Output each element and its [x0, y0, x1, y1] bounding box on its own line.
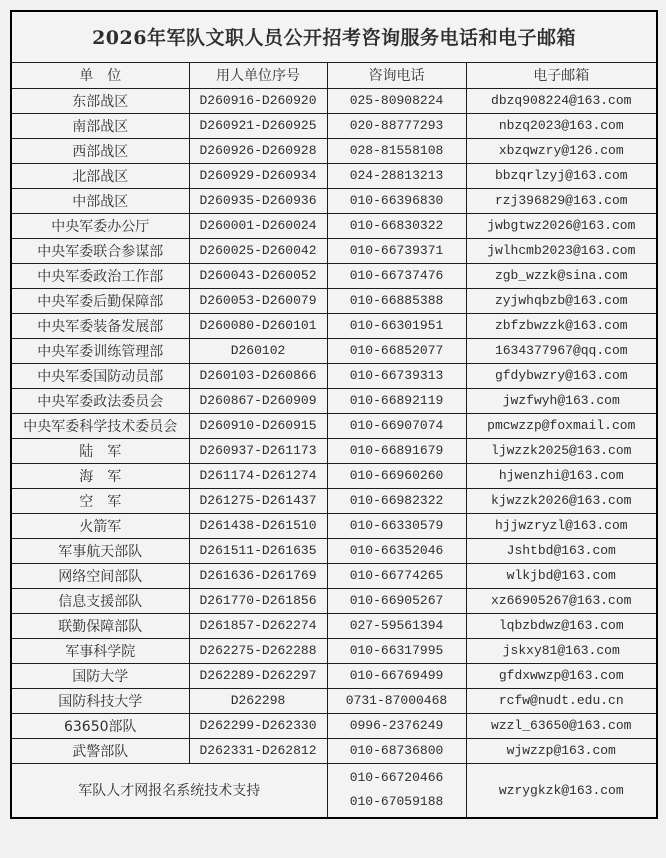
phone-cell: 010-66830322	[327, 213, 466, 238]
serial-cell: D261174-D261274	[189, 463, 327, 488]
serial-cell: D260867-D260909	[189, 388, 327, 413]
table-row	[11, 363, 657, 388]
email-cell: dbzq908224@163.com	[466, 88, 657, 113]
unit-cell: 中央军委装备发展部	[11, 313, 189, 338]
header-email: 电子邮箱	[466, 62, 657, 88]
unit-cell: 国防科技大学	[11, 688, 189, 713]
serial-cell: D260916-D260920	[189, 88, 327, 113]
table-row	[11, 113, 657, 138]
unit-cell: 陆 军	[11, 438, 189, 463]
contact-table	[10, 10, 658, 819]
table-row	[11, 588, 657, 613]
serial-cell: D262331-D262812	[189, 738, 327, 763]
unit-cell: 国防大学	[11, 663, 189, 688]
table-row	[11, 88, 657, 113]
phone-cell: 010-66905267	[327, 588, 466, 613]
email-cell: zgb_wzzk@sina.com	[466, 263, 657, 288]
phone-cell: 010-66352046	[327, 538, 466, 563]
unit-cell: 武警部队	[11, 738, 189, 763]
header-row	[11, 62, 657, 88]
header-unit: 单 位	[11, 62, 189, 88]
table-row	[11, 613, 657, 638]
serial-cell: D260080-D260101	[189, 313, 327, 338]
phone-cell: 010-66892119	[327, 388, 466, 413]
email-cell: 1634377967@qq.com	[466, 338, 657, 363]
email-cell: jwlhcmb2023@163.com	[466, 238, 657, 263]
footer-row	[11, 763, 657, 818]
table-row	[11, 713, 657, 738]
serial-cell: D261857-D262274	[189, 613, 327, 638]
email-cell: jwbgtwz2026@163.com	[466, 213, 657, 238]
phone-cell: 028-81558108	[327, 138, 466, 163]
email-cell: nbzq2023@163.com	[466, 113, 657, 138]
unit-cell: 东部战区	[11, 88, 189, 113]
table-row	[11, 438, 657, 463]
email-cell: pmcwzzp@foxmail.com	[466, 413, 657, 438]
unit-cell: 中央军委训练管理部	[11, 338, 189, 363]
unit-cell: 中央军委政法委员会	[11, 388, 189, 413]
serial-cell: D261438-D261510	[189, 513, 327, 538]
email-cell: jskxy81@163.com	[466, 638, 657, 663]
unit-cell: 军事航天部队	[11, 538, 189, 563]
serial-cell: D260001-D260024	[189, 213, 327, 238]
phone-cell: 010-66885388	[327, 288, 466, 313]
table-row	[11, 538, 657, 563]
unit-cell: 信息支援部队	[11, 588, 189, 613]
table-row	[11, 138, 657, 163]
email-cell: Jshtbd@163.com	[466, 538, 657, 563]
serial-cell: D260926-D260928	[189, 138, 327, 163]
email-cell: hjjwzryzl@163.com	[466, 513, 657, 538]
phone-cell: 025-80908224	[327, 88, 466, 113]
table-row	[11, 163, 657, 188]
header-serial: 用人单位序号	[189, 62, 327, 88]
unit-cell: 中央军委政治工作部	[11, 263, 189, 288]
table-row	[11, 463, 657, 488]
table-row	[11, 488, 657, 513]
table-row	[11, 638, 657, 663]
email-cell: gfdybwzry@163.com	[466, 363, 657, 388]
table-row	[11, 688, 657, 713]
serial-cell: D261636-D261769	[189, 563, 327, 588]
email-cell: zyjwhqbzb@163.com	[466, 288, 657, 313]
table-row	[11, 213, 657, 238]
phone-cell: 010-68736800	[327, 738, 466, 763]
table-row	[11, 263, 657, 288]
unit-cell: 西部战区	[11, 138, 189, 163]
table-title: 2026年军队文职人员公开招考咨询服务电话和电子邮箱	[11, 11, 657, 62]
table-row	[11, 663, 657, 688]
phone-cell: 010-66739313	[327, 363, 466, 388]
phone-cell: 010-66396830	[327, 188, 466, 213]
email-cell: wlkjbd@163.com	[466, 563, 657, 588]
unit-cell: 中央军委国防动员部	[11, 363, 189, 388]
email-cell: rcfw@nudt.edu.cn	[466, 688, 657, 713]
serial-cell: D260043-D260052	[189, 263, 327, 288]
footer-email-cell: wzrygkzk@163.com	[466, 763, 657, 818]
email-cell: kjwzzk2026@163.com	[466, 488, 657, 513]
email-cell: lqbzbdwz@163.com	[466, 613, 657, 638]
serial-cell: D262298	[189, 688, 327, 713]
table-row	[11, 513, 657, 538]
email-cell: gfdxwwzp@163.com	[466, 663, 657, 688]
footer-phone-cell	[327, 763, 466, 818]
serial-cell: D260929-D260934	[189, 163, 327, 188]
email-cell: wjwzzp@163.com	[466, 738, 657, 763]
table-row	[11, 563, 657, 588]
serial-cell: D261511-D261635	[189, 538, 327, 563]
email-cell: xbzqwzry@126.com	[466, 138, 657, 163]
serial-cell: D260910-D260915	[189, 413, 327, 438]
phone-cell: 010-66739371	[327, 238, 466, 263]
table-row	[11, 738, 657, 763]
email-cell: ljwzzk2025@163.com	[466, 438, 657, 463]
email-cell: rzj396829@163.com	[466, 188, 657, 213]
phone-cell: 010-66330579	[327, 513, 466, 538]
email-cell: bbzqrlzyj@163.com	[466, 163, 657, 188]
phone-cell: 020-88777293	[327, 113, 466, 138]
phone-cell: 010-66960260	[327, 463, 466, 488]
unit-cell: 63650部队	[11, 713, 189, 738]
phone-cell: 010-66852077	[327, 338, 466, 363]
phone-cell: 010-66982322	[327, 488, 466, 513]
phone-cell: 0996-2376249	[327, 713, 466, 738]
table-row	[11, 288, 657, 313]
table-row	[11, 388, 657, 413]
table-row	[11, 188, 657, 213]
serial-cell: D260937-D261173	[189, 438, 327, 463]
phone-cell: 010-66891679	[327, 438, 466, 463]
footer-phone-line-2: 010-67059188	[349, 794, 444, 810]
unit-cell: 中部战区	[11, 188, 189, 213]
serial-cell: D262299-D262330	[189, 713, 327, 738]
serial-cell: D262275-D262288	[189, 638, 327, 663]
email-cell: xz66905267@163.com	[466, 588, 657, 613]
table-row	[11, 238, 657, 263]
unit-cell: 南部战区	[11, 113, 189, 138]
unit-cell: 中央军委科学技术委员会	[11, 413, 189, 438]
unit-cell: 军事科学院	[11, 638, 189, 663]
serial-cell: D262289-D262297	[189, 663, 327, 688]
serial-cell: D260921-D260925	[189, 113, 327, 138]
table-row	[11, 413, 657, 438]
phone-cell: 010-66737476	[327, 263, 466, 288]
header-phone: 咨询电话	[327, 62, 466, 88]
unit-cell: 网络空间部队	[11, 563, 189, 588]
phone-cell: 027-59561394	[327, 613, 466, 638]
serial-cell: D260025-D260042	[189, 238, 327, 263]
serial-cell: D260053-D260079	[189, 288, 327, 313]
serial-cell: D261275-D261437	[189, 488, 327, 513]
unit-cell: 中央军委后勤保障部	[11, 288, 189, 313]
phone-cell: 010-66317995	[327, 638, 466, 663]
table-row	[11, 313, 657, 338]
unit-cell: 海 军	[11, 463, 189, 488]
unit-cell: 中央军委办公厅	[11, 213, 189, 238]
phone-cell: 024-28813213	[327, 163, 466, 188]
phone-cell: 010-66907074	[327, 413, 466, 438]
email-cell: zbfzbwzzk@163.com	[466, 313, 657, 338]
email-cell: hjwenzhi@163.com	[466, 463, 657, 488]
table-row	[11, 338, 657, 363]
serial-cell: D260935-D260936	[189, 188, 327, 213]
phone-cell: 010-66301951	[327, 313, 466, 338]
phone-cell: 010-66774265	[327, 563, 466, 588]
unit-cell: 联勤保障部队	[11, 613, 189, 638]
phone-cell: 0731-87000468	[327, 688, 466, 713]
unit-cell: 火箭军	[11, 513, 189, 538]
email-cell: wzzl_63650@163.com	[466, 713, 657, 738]
serial-cell: D261770-D261856	[189, 588, 327, 613]
unit-cell: 北部战区	[11, 163, 189, 188]
serial-cell: D260102	[189, 338, 327, 363]
phone-cell: 010-66769499	[327, 663, 466, 688]
unit-cell: 中央军委联合参谋部	[11, 238, 189, 263]
unit-cell: 空 军	[11, 488, 189, 513]
title-row	[11, 11, 657, 62]
footer-unit-cell: 军队人才网报名系统技术支持	[11, 763, 327, 818]
email-cell: jwzfwyh@163.com	[466, 388, 657, 413]
serial-cell: D260103-D260866	[189, 363, 327, 388]
footer-phone-line-1: 010-66720466	[349, 770, 444, 786]
